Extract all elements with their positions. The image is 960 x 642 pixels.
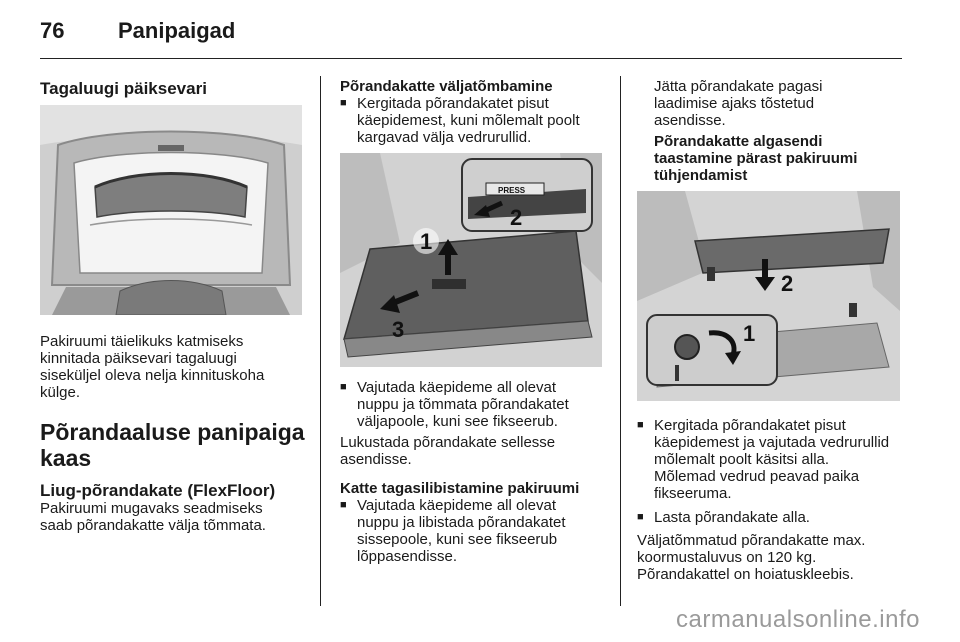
pull-out-heading: Põrandakatte väljatõmbamine — [340, 78, 553, 95]
step-text-line: nuppu ja tõmmata põrandakatet — [357, 396, 569, 413]
load-text-line: Väljatõmmatud põrandakatte max. — [637, 532, 866, 549]
restore-heading-line: taastamine pärast pakiruumi — [654, 150, 858, 167]
slide-back-step — [340, 497, 612, 565]
press-label: PRESS — [498, 186, 526, 195]
column-1 — [40, 80, 310, 534]
sunshade-text-line: kinnitada päiksevari tagaluugi — [40, 350, 237, 367]
sunshade-heading: Tagaluugi päiksevari — [40, 79, 207, 98]
step-text-line: Lasta põrandakate alla. — [654, 509, 810, 526]
figure-label-1: 1 — [420, 229, 433, 254]
column-3 — [637, 78, 905, 583]
column-divider-1 — [320, 76, 321, 606]
load-text-line: koormustaluvus on 120 kg. — [637, 549, 817, 566]
header-rule — [40, 58, 902, 59]
column-divider-2 — [620, 76, 621, 606]
slide-back-heading: Katte tagasilibistamine pakiruumi — [340, 480, 580, 497]
flexfloor-heading: Liug-põrandakate (FlexFloor) — [40, 481, 276, 500]
restore-step-2 — [637, 509, 905, 526]
sunshade-text-line: Pakiruumi täielikuks katmiseks — [40, 333, 244, 350]
restore-heading-line: Põrandakatte algasendi — [654, 133, 823, 150]
pull-out-step-1 — [340, 95, 612, 146]
flexfloor-text-line: saab põrandakatte välja tõmmata. — [40, 517, 266, 534]
lock-text-line: asendisse. — [340, 451, 412, 468]
step-text-line: Mõlemad vedrud peavad paika — [654, 468, 860, 485]
step-text-line: käepidemest, kuni mõlemalt poolt — [357, 112, 580, 129]
page-number: 76 — [40, 18, 65, 43]
step-text-line: Vajutada käepideme all olevat — [357, 497, 557, 514]
step-text-line: Kergitada põrandakatet pisut — [357, 95, 549, 112]
figure-label-3: 3 — [392, 317, 405, 342]
figure-label-2: 2 — [510, 205, 523, 230]
step-text-line: Vajutada käepideme all olevat — [357, 379, 557, 396]
pull-out-figure — [340, 153, 602, 367]
restore-step-1 — [637, 417, 905, 502]
load-text-line: Põrandakattel on hoiatuskleebis. — [637, 566, 854, 583]
figure-label-2: 2 — [781, 271, 794, 296]
raised-text-line: asendisse. — [654, 112, 726, 129]
step-text-line: fikseeruma. — [654, 485, 732, 502]
step-text-line: nuppu ja libistada põrandakatet — [357, 514, 566, 531]
step-text-line: mõlemalt poolt käsitsi alla. — [654, 451, 830, 468]
watermark: carmanualsonline.info — [676, 606, 920, 633]
step-text-line: väljapoole, kuni see fikseerub. — [357, 413, 558, 430]
sunshade-text-line: külge. — [40, 384, 81, 401]
column-2 — [340, 78, 612, 565]
raised-text-line: laadimise ajaks tõstetud — [654, 95, 815, 112]
restore-heading-line: tühjendamist — [654, 167, 748, 184]
step-text-line: lõppasendisse. — [357, 548, 458, 565]
raised-text-line: Jätta põrandakate pagasi — [654, 78, 823, 95]
section-heading-line: Põrandaaluse panipaiga — [40, 419, 305, 445]
step-text-line: kargavad välja vedrurullid. — [357, 129, 532, 146]
page-header — [40, 18, 920, 52]
step-text-line: käepidemest ja vajutada vedrurullid — [654, 434, 890, 451]
flexfloor-text-line: Pakiruumi mugavaks seadmiseks — [40, 500, 263, 517]
pull-out-step-2 — [340, 379, 612, 430]
step-text-line: Kergitada põrandakatet pisut — [654, 417, 846, 434]
page-title: Panipaigad — [118, 18, 236, 43]
sunshade-figure — [40, 105, 302, 315]
figure-label-1: 1 — [743, 321, 756, 346]
sunshade-text-line: siseküljel oleva nelja kinnituskoha — [40, 367, 265, 384]
section-heading-line: kaas — [40, 445, 92, 471]
restore-figure — [637, 191, 900, 401]
lock-text-line: Lukustada põrandakate sellesse — [340, 434, 556, 451]
step-text-line: sissepoole, kuni see fikseerub — [357, 531, 558, 548]
